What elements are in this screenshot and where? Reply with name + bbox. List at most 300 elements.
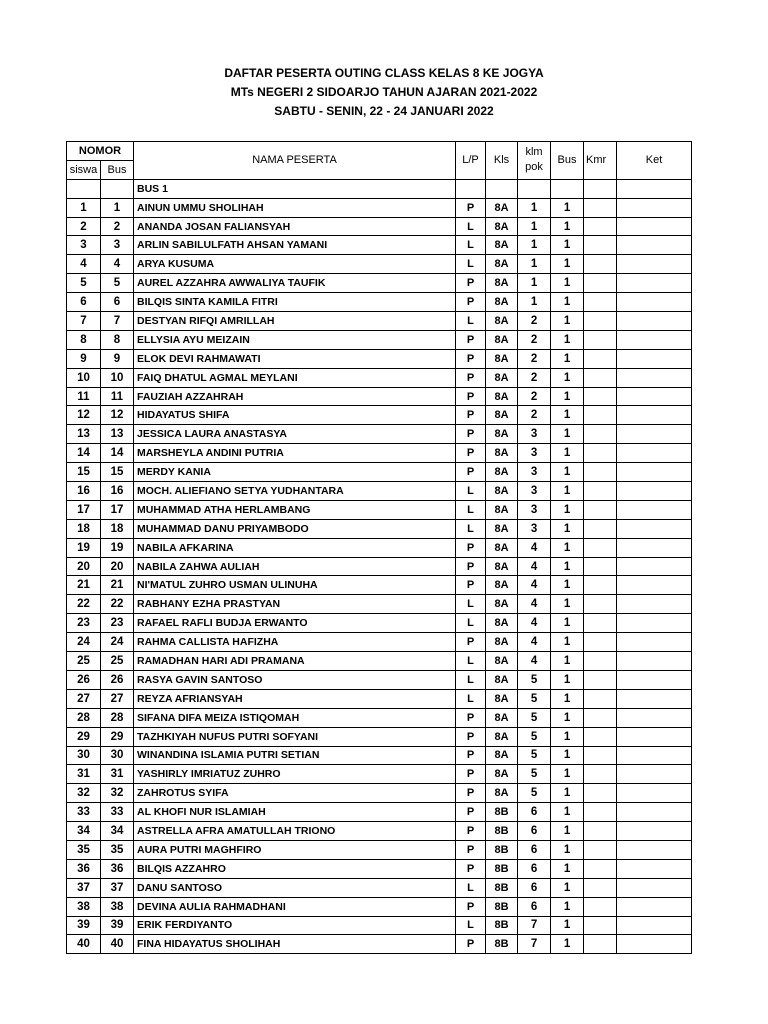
group-cell-empty (67, 179, 101, 198)
table-row (67, 840, 692, 859)
cell-bus: 1 (551, 444, 584, 463)
cell-bus: 1 (551, 897, 584, 916)
table-row (67, 387, 692, 406)
header-kmr: Kmr (584, 142, 617, 180)
cell-bus-no: 28 (101, 708, 134, 727)
cell-klm: 5 (518, 784, 551, 803)
cell-siswa: 17 (67, 500, 101, 519)
cell-siswa: 16 (67, 482, 101, 501)
cell-siswa: 27 (67, 689, 101, 708)
cell-kmr (584, 689, 617, 708)
title-line-2: MTs NEGERI 2 SIDOARJO TAHUN AJARAN 2021-2022 (230, 85, 538, 99)
cell-kmr (584, 519, 617, 538)
cell-kmr (584, 349, 617, 368)
cell-siswa: 10 (67, 368, 101, 387)
table-row (67, 652, 692, 671)
cell-bus-no: 16 (101, 482, 134, 501)
cell-nama: FAUZIAH AZZAHRAH (134, 387, 456, 406)
cell-nama: FAIQ DHATUL AGMAL MEYLANI (134, 368, 456, 387)
cell-nama: DEVINA AULIA RAHMADHANI (134, 897, 456, 916)
cell-bus: 1 (551, 689, 584, 708)
cell-bus: 1 (551, 670, 584, 689)
cell-bus: 1 (551, 633, 584, 652)
cell-klm: 4 (518, 633, 551, 652)
cell-kmr (584, 746, 617, 765)
cell-siswa: 39 (67, 916, 101, 935)
table-row (67, 274, 692, 293)
cell-nama: RABHANY EZHA PRASTYAN (134, 595, 456, 614)
cell-ket (617, 557, 692, 576)
cell-ket (617, 387, 692, 406)
cell-kls: 8A (486, 198, 518, 217)
cell-nama: ARLIN SABILULFATH AHSAN YAMANI (134, 236, 456, 255)
table-row (67, 425, 692, 444)
cell-klm: 2 (518, 387, 551, 406)
cell-bus: 1 (551, 708, 584, 727)
cell-bus-no: 30 (101, 746, 134, 765)
cell-bus: 1 (551, 330, 584, 349)
group-cell-empty (486, 179, 518, 198)
cell-ket (617, 727, 692, 746)
table-row (67, 765, 692, 784)
cell-bus: 1 (551, 746, 584, 765)
cell-nama: ELOK DEVI RAHMAWATI (134, 349, 456, 368)
cell-lp: P (456, 746, 486, 765)
cell-lp: P (456, 406, 486, 425)
group-cell-empty (518, 179, 551, 198)
cell-lp: P (456, 425, 486, 444)
cell-kls: 8A (486, 368, 518, 387)
table-row (67, 406, 692, 425)
header-nama: NAMA PESERTA (134, 142, 456, 180)
cell-nama: MOCH. ALIEFIANO SETYA YUDHANTARA (134, 482, 456, 501)
cell-kmr (584, 557, 617, 576)
table-row (67, 614, 692, 633)
cell-bus-no: 37 (101, 878, 134, 897)
cell-klm: 5 (518, 727, 551, 746)
cell-ket (617, 236, 692, 255)
cell-siswa: 9 (67, 349, 101, 368)
cell-klm: 4 (518, 538, 551, 557)
cell-bus-no: 38 (101, 897, 134, 916)
document-title (0, 64, 768, 121)
cell-lp: L (456, 217, 486, 236)
header-lp: L/P (456, 142, 486, 180)
cell-lp: P (456, 293, 486, 312)
cell-klm: 6 (518, 840, 551, 859)
cell-klm: 2 (518, 349, 551, 368)
group-cell-empty (584, 179, 617, 198)
cell-lp: P (456, 576, 486, 595)
cell-bus-no: 9 (101, 349, 134, 368)
cell-kmr (584, 576, 617, 595)
cell-kls: 8B (486, 878, 518, 897)
cell-bus-no: 35 (101, 840, 134, 859)
cell-klm: 5 (518, 670, 551, 689)
table-row (67, 538, 692, 557)
cell-lp: L (456, 255, 486, 274)
cell-kmr (584, 822, 617, 841)
cell-kmr (584, 633, 617, 652)
cell-nama: RASYA GAVIN SANTOSO (134, 670, 456, 689)
cell-kmr (584, 406, 617, 425)
cell-bus-no: 7 (101, 312, 134, 331)
cell-bus-no: 11 (101, 387, 134, 406)
cell-lp: P (456, 274, 486, 293)
cell-ket (617, 614, 692, 633)
cell-bus: 1 (551, 500, 584, 519)
cell-siswa: 11 (67, 387, 101, 406)
cell-siswa: 20 (67, 557, 101, 576)
table-row (67, 293, 692, 312)
cell-ket (617, 670, 692, 689)
cell-siswa: 26 (67, 670, 101, 689)
cell-klm: 1 (518, 236, 551, 255)
cell-ket (617, 463, 692, 482)
table-row (67, 312, 692, 331)
cell-ket (617, 312, 692, 331)
cell-bus-no: 27 (101, 689, 134, 708)
cell-bus-no: 34 (101, 822, 134, 841)
cell-bus-no: 32 (101, 784, 134, 803)
cell-lp: P (456, 803, 486, 822)
table-row (67, 784, 692, 803)
cell-ket (617, 198, 692, 217)
cell-lp: P (456, 368, 486, 387)
cell-kls: 8A (486, 576, 518, 595)
cell-kls: 8A (486, 557, 518, 576)
cell-kmr (584, 425, 617, 444)
cell-siswa: 19 (67, 538, 101, 557)
cell-lp: P (456, 822, 486, 841)
table-row (67, 595, 692, 614)
cell-nama: ERIK FERDIYANTO (134, 916, 456, 935)
cell-kls: 8A (486, 330, 518, 349)
cell-bus-no: 36 (101, 859, 134, 878)
cell-kls: 8A (486, 784, 518, 803)
table-row (67, 878, 692, 897)
cell-klm: 5 (518, 765, 551, 784)
cell-siswa: 6 (67, 293, 101, 312)
cell-ket (617, 330, 692, 349)
cell-klm: 6 (518, 859, 551, 878)
cell-ket (617, 425, 692, 444)
cell-lp: L (456, 652, 486, 671)
cell-kls: 8A (486, 349, 518, 368)
cell-klm: 2 (518, 368, 551, 387)
cell-bus: 1 (551, 538, 584, 557)
cell-bus: 1 (551, 406, 584, 425)
cell-kls: 8B (486, 840, 518, 859)
cell-ket (617, 897, 692, 916)
table-row (67, 576, 692, 595)
cell-lp: P (456, 387, 486, 406)
cell-bus-no: 15 (101, 463, 134, 482)
cell-bus-no: 31 (101, 765, 134, 784)
cell-kls: 8A (486, 614, 518, 633)
cell-kmr (584, 538, 617, 557)
cell-bus-no: 25 (101, 652, 134, 671)
cell-ket (617, 652, 692, 671)
cell-siswa: 21 (67, 576, 101, 595)
cell-ket (617, 482, 692, 501)
cell-siswa: 1 (67, 198, 101, 217)
cell-nama: WINANDINA ISLAMIA PUTRI SETIAN (134, 746, 456, 765)
cell-bus-no: 40 (101, 935, 134, 954)
cell-lp: L (456, 312, 486, 331)
cell-bus: 1 (551, 803, 584, 822)
cell-bus-no: 12 (101, 406, 134, 425)
cell-bus: 1 (551, 482, 584, 501)
cell-bus: 1 (551, 425, 584, 444)
cell-bus: 1 (551, 463, 584, 482)
cell-bus: 1 (551, 312, 584, 331)
participant-table (66, 141, 692, 954)
cell-lp: L (456, 519, 486, 538)
cell-siswa: 7 (67, 312, 101, 331)
cell-bus: 1 (551, 368, 584, 387)
cell-nama: JESSICA LAURA ANASTASYA (134, 425, 456, 444)
cell-lp: P (456, 463, 486, 482)
cell-kls: 8B (486, 916, 518, 935)
cell-klm: 4 (518, 595, 551, 614)
cell-ket (617, 293, 692, 312)
cell-klm: 5 (518, 746, 551, 765)
cell-siswa: 34 (67, 822, 101, 841)
cell-klm: 3 (518, 482, 551, 501)
cell-nama: MERDY KANIA (134, 463, 456, 482)
cell-siswa: 28 (67, 708, 101, 727)
cell-kmr (584, 217, 617, 236)
cell-kmr (584, 482, 617, 501)
cell-bus-no: 3 (101, 236, 134, 255)
table-row (67, 935, 692, 954)
cell-klm: 6 (518, 822, 551, 841)
cell-kmr (584, 878, 617, 897)
cell-lp: P (456, 727, 486, 746)
cell-kmr (584, 784, 617, 803)
cell-kls: 8B (486, 859, 518, 878)
cell-kmr (584, 652, 617, 671)
cell-klm: 5 (518, 689, 551, 708)
cell-kls: 8A (486, 425, 518, 444)
cell-bus: 1 (551, 519, 584, 538)
cell-klm: 3 (518, 425, 551, 444)
cell-nama: TAZHKIYAH NUFUS PUTRI SOFYANI (134, 727, 456, 746)
cell-bus: 1 (551, 595, 584, 614)
cell-lp: P (456, 538, 486, 557)
cell-bus: 1 (551, 387, 584, 406)
cell-nama: AUREL AZZAHRA AWWALIYA TAUFIK (134, 274, 456, 293)
group-label: BUS 1 (134, 179, 456, 198)
cell-bus: 1 (551, 614, 584, 633)
cell-ket (617, 689, 692, 708)
table-row (67, 557, 692, 576)
header-bus-no: Bus (101, 160, 134, 179)
cell-ket (617, 746, 692, 765)
cell-nama: NI'MATUL ZUHRO USMAN ULINUHA (134, 576, 456, 595)
cell-ket (617, 500, 692, 519)
cell-klm: 5 (518, 708, 551, 727)
cell-bus-no: 19 (101, 538, 134, 557)
header-ket: Ket (617, 142, 692, 180)
cell-kls: 8A (486, 255, 518, 274)
cell-bus: 1 (551, 255, 584, 274)
table-row (67, 822, 692, 841)
cell-siswa: 13 (67, 425, 101, 444)
cell-bus-no: 5 (101, 274, 134, 293)
cell-lp: L (456, 236, 486, 255)
header-klm (518, 142, 551, 180)
cell-bus: 1 (551, 935, 584, 954)
cell-kls: 8A (486, 293, 518, 312)
cell-siswa: 40 (67, 935, 101, 954)
table-row (67, 330, 692, 349)
cell-kmr (584, 198, 617, 217)
cell-kls: 8B (486, 803, 518, 822)
cell-kmr (584, 444, 617, 463)
cell-kmr (584, 387, 617, 406)
cell-lp: P (456, 708, 486, 727)
cell-bus-no: 6 (101, 293, 134, 312)
cell-kmr (584, 708, 617, 727)
title-line-3: SABTU - SENIN, 22 - 24 JANUARI 2022 (274, 104, 494, 118)
cell-siswa: 8 (67, 330, 101, 349)
cell-klm: 4 (518, 557, 551, 576)
cell-lp: L (456, 614, 486, 633)
cell-siswa: 23 (67, 614, 101, 633)
cell-siswa: 25 (67, 652, 101, 671)
cell-kmr (584, 368, 617, 387)
cell-kmr (584, 293, 617, 312)
cell-bus: 1 (551, 840, 584, 859)
cell-ket (617, 840, 692, 859)
cell-klm: 1 (518, 255, 551, 274)
cell-ket (617, 878, 692, 897)
cell-nama: ASTRELLA AFRA AMATULLAH TRIONO (134, 822, 456, 841)
cell-nama: DANU SANTOSO (134, 878, 456, 897)
cell-bus-no: 1 (101, 198, 134, 217)
cell-kmr (584, 595, 617, 614)
table-row (67, 368, 692, 387)
cell-nama: RAMADHAN HARI ADI PRAMANA (134, 652, 456, 671)
cell-nama: AL KHOFI NUR ISLAMIAH (134, 803, 456, 822)
cell-klm: 3 (518, 463, 551, 482)
cell-ket (617, 803, 692, 822)
cell-bus-no: 17 (101, 500, 134, 519)
cell-nama: BILQIS SINTA KAMILA FITRI (134, 293, 456, 312)
cell-bus: 1 (551, 576, 584, 595)
cell-klm: 3 (518, 500, 551, 519)
cell-kls: 8A (486, 236, 518, 255)
cell-lp: P (456, 444, 486, 463)
cell-nama: RAHMA CALLISTA HAFIZHA (134, 633, 456, 652)
cell-lp: P (456, 897, 486, 916)
cell-ket (617, 708, 692, 727)
table-row (67, 727, 692, 746)
cell-kmr (584, 255, 617, 274)
cell-bus: 1 (551, 274, 584, 293)
cell-siswa: 38 (67, 897, 101, 916)
cell-siswa: 5 (67, 274, 101, 293)
header-klm-line2: pok (525, 161, 543, 174)
cell-kls: 8A (486, 312, 518, 331)
cell-siswa: 22 (67, 595, 101, 614)
cell-bus: 1 (551, 822, 584, 841)
cell-kmr (584, 274, 617, 293)
cell-bus-no: 2 (101, 217, 134, 236)
cell-lp: P (456, 935, 486, 954)
cell-kmr (584, 670, 617, 689)
cell-kls: 8B (486, 897, 518, 916)
cell-ket (617, 217, 692, 236)
cell-nama: RAFAEL RAFLI BUDJA ERWANTO (134, 614, 456, 633)
cell-klm: 3 (518, 444, 551, 463)
cell-bus-no: 39 (101, 916, 134, 935)
cell-ket (617, 444, 692, 463)
cell-nama: AINUN UMMU SHOLIHAH (134, 198, 456, 217)
cell-kls: 8A (486, 406, 518, 425)
cell-klm: 4 (518, 652, 551, 671)
cell-kmr (584, 500, 617, 519)
cell-kls: 8A (486, 727, 518, 746)
table-row (67, 519, 692, 538)
cell-siswa: 18 (67, 519, 101, 538)
cell-kmr (584, 859, 617, 878)
cell-kmr (584, 236, 617, 255)
cell-klm: 1 (518, 217, 551, 236)
cell-siswa: 15 (67, 463, 101, 482)
cell-ket (617, 633, 692, 652)
cell-siswa: 33 (67, 803, 101, 822)
cell-bus-no: 29 (101, 727, 134, 746)
cell-kls: 8A (486, 387, 518, 406)
cell-bus: 1 (551, 765, 584, 784)
cell-kmr (584, 897, 617, 916)
header-klm-line1: klm (525, 146, 543, 159)
cell-kls: 8A (486, 633, 518, 652)
cell-ket (617, 406, 692, 425)
cell-klm: 7 (518, 935, 551, 954)
cell-bus-no: 14 (101, 444, 134, 463)
cell-ket (617, 859, 692, 878)
cell-kls: 8A (486, 274, 518, 293)
cell-kls: 8A (486, 670, 518, 689)
cell-bus-no: 20 (101, 557, 134, 576)
cell-lp: L (456, 689, 486, 708)
cell-kmr (584, 765, 617, 784)
cell-siswa: 24 (67, 633, 101, 652)
cell-bus: 1 (551, 198, 584, 217)
cell-klm: 1 (518, 198, 551, 217)
cell-lp: P (456, 784, 486, 803)
cell-kls: 8A (486, 595, 518, 614)
cell-siswa: 32 (67, 784, 101, 803)
cell-nama: MUHAMMAD DANU PRIYAMBODO (134, 519, 456, 538)
cell-kmr (584, 916, 617, 935)
group-row (67, 179, 692, 198)
cell-nama: NABILA AFKARINA (134, 538, 456, 557)
table-row (67, 746, 692, 765)
cell-klm: 6 (518, 897, 551, 916)
cell-klm: 2 (518, 330, 551, 349)
cell-siswa: 3 (67, 236, 101, 255)
cell-ket (617, 822, 692, 841)
cell-kls: 8A (486, 708, 518, 727)
cell-kmr (584, 330, 617, 349)
cell-kls: 8A (486, 463, 518, 482)
cell-ket (617, 916, 692, 935)
